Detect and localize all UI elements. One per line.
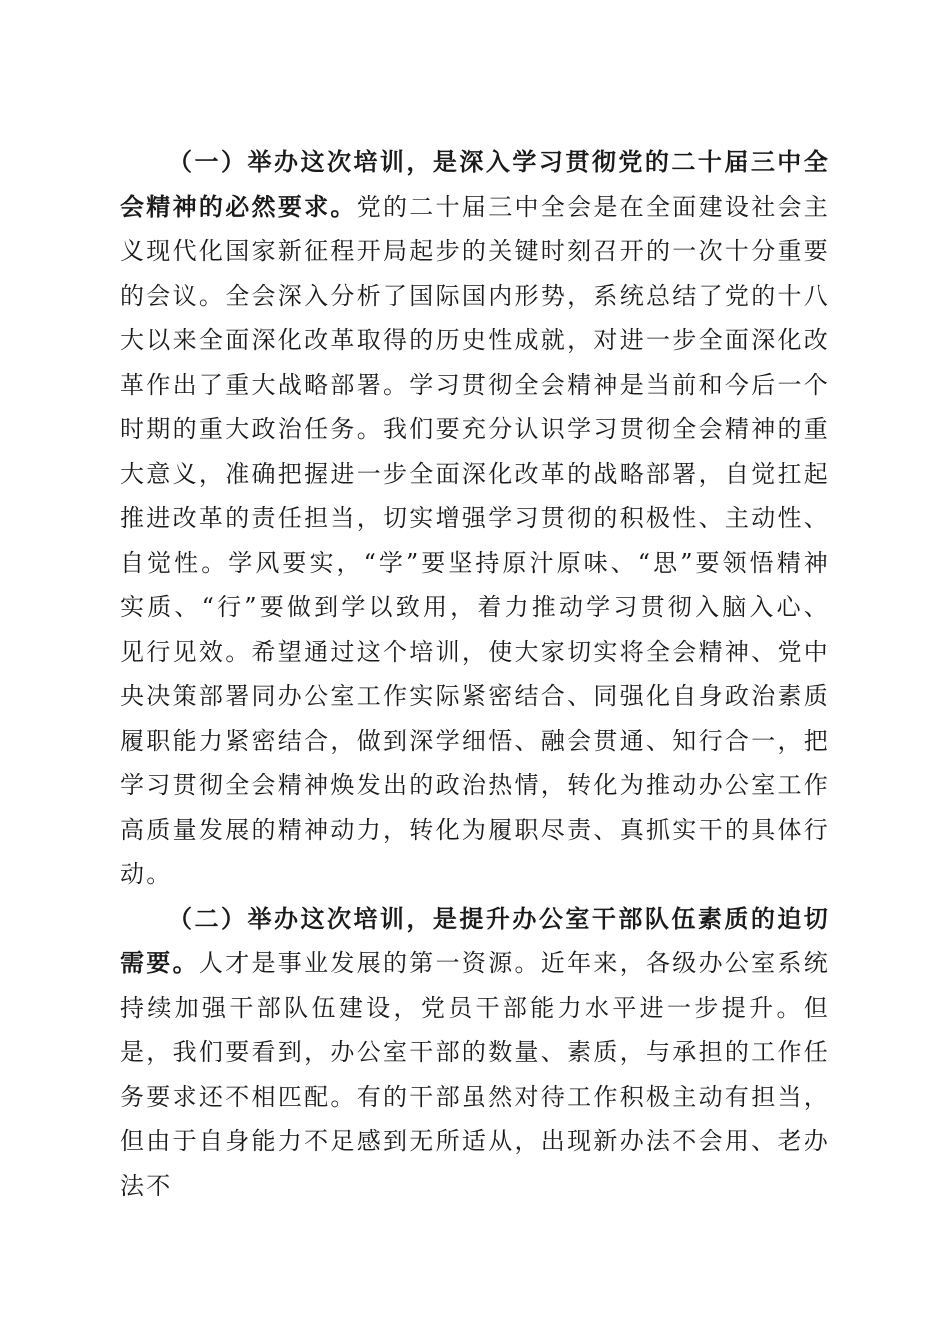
paragraph-2-heading: （二）举办这次培训，是提升办公室干部队伍素质的迫切需要。 bbox=[120, 904, 830, 977]
document-body bbox=[120, 140, 830, 1208]
paragraph-2-body: 人才是事业发展的第一资源。近年来，各级办公室系统持续加强干部队伍建设，党员干部能力水平进一步提升。但是，我们要看到，办公室干部的数量、素质，与承担的工作任务要求还不相匹配。有的干部虽然对待工作积极主动有担当，但由于自身能力不足感到无所适从，出现新办法不会用、老办法不 bbox=[120, 949, 830, 1200]
paragraph-1-body: 党的二十届三中全会是在全面建设社会主义现代化国家新征程开局起步的关键时刻召开的一次十分重要的会议。全会深入分析了国际国内形势，系统总结了党的十八大以来全面深化改革取得的历史性成就，对进一步全面深化改革作出了重大战略部署。学习贯彻全会精神是当前和今后一个时期的重大政治任务。我们要充分认识学习贯彻全会精神的重大意义，准确把握进一步全面深化改革的战略部署，自觉扛起推进改革的责任担当，切实增强学习贯彻的积极性、主动性、自觉性。学风要实，“学”要坚持原汁原味、“思”要领悟精神实质、“行”要做到学以致用，着力推动学习贯彻入脑入心、见行见效。希望通过这个培训，使大家切实将全会精神、党中央决策部署同办公室工作实际紧密结合、同强化自身政治素质履职能力紧密结合，做到深学细悟、融会贯通、知行合一，把学习贯彻全会精神焕发出的政治热情，转化为推动办公室工作高质量发展的精神动力，转化为履职尽责、真抓实干的具体行动。 bbox=[120, 192, 830, 888]
paragraph-2 bbox=[120, 897, 830, 1209]
paragraph-1-heading: （一）举办这次培训，是深入学习贯彻党的二十届三中全会精神的必然要求。 bbox=[120, 148, 830, 221]
paragraph-1 bbox=[120, 140, 830, 897]
